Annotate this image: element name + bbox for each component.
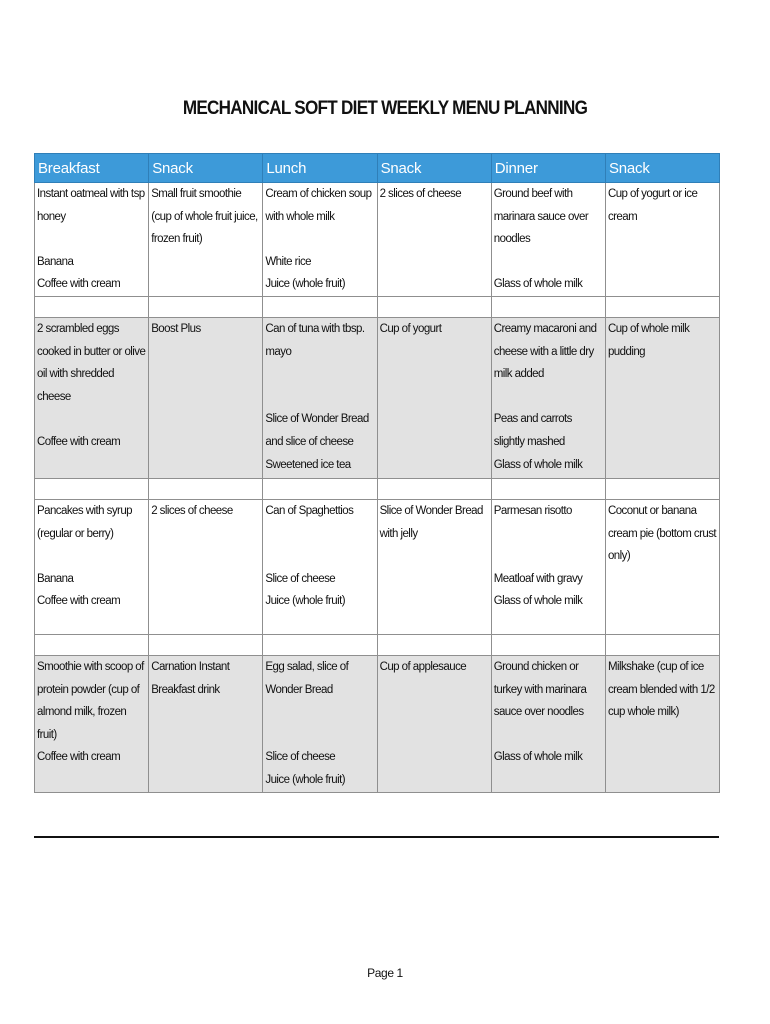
cell-snack: Cup of yogurt [377, 317, 491, 478]
table-row [35, 655, 720, 792]
cell-dinner: Ground beef with marinara sauce over noodles Glass of whole milk [491, 183, 605, 297]
spacer-cell [491, 478, 605, 499]
header-snack-1: Snack [149, 154, 263, 183]
spacer-cell [263, 478, 377, 499]
cell-snack: Carnation Instant Breakfast drink [149, 655, 263, 792]
table-row [35, 499, 720, 634]
cell-snack: Slice of Wonder Bread with jelly [377, 499, 491, 634]
cell-snack: Cup of whole milk pudding [605, 317, 719, 478]
header-snack-3: Snack [605, 154, 719, 183]
spacer-cell [377, 634, 491, 655]
spacer-cell [149, 478, 263, 499]
cell-lunch: Egg salad, slice of Wonder Bread Slice of cheese Juice (whole fruit) [263, 655, 377, 792]
footer-rule [34, 836, 719, 838]
header-row [35, 154, 720, 183]
cell-snack: Milkshake (cup of ice cream blended with 1/2 cup whole milk) [605, 655, 719, 792]
cell-snack: 2 slices of cheese [149, 499, 263, 634]
spacer-cell [377, 478, 491, 499]
header-snack-2: Snack [377, 154, 491, 183]
page-number: Page 1 [367, 966, 403, 980]
spacer-row [35, 634, 720, 655]
table-row [35, 317, 720, 478]
spacer-cell [263, 296, 377, 317]
spacer-cell [491, 296, 605, 317]
page-title: MECHANICAL SOFT DIET WEEKLY MENU PLANNING [182, 98, 588, 119]
spacer-cell [377, 296, 491, 317]
spacer-cell [491, 634, 605, 655]
table-row [35, 183, 720, 297]
cell-breakfast: Instant oatmeal with tsp honey Banana Coffee with cream [35, 183, 149, 297]
header-lunch: Lunch [263, 154, 377, 183]
cell-snack: Boost Plus [149, 317, 263, 478]
cell-breakfast: Pancakes with syrup (regular or berry) Banana Coffee with cream [35, 499, 149, 634]
cell-snack: Small fruit smoothie (cup of whole fruit juice, frozen fruit) [149, 183, 263, 297]
cell-snack: 2 slices of cheese [377, 183, 491, 297]
cell-snack: Cup of applesauce [377, 655, 491, 792]
cell-lunch: Can of tuna with tbsp. mayo Slice of Wonder Bread and slice of cheese Sweetened ice tea [263, 317, 377, 478]
cell-dinner: Creamy macaroni and cheese with a little dry milk added Peas and carrots slightly mashed Glass of whole milk [491, 317, 605, 478]
spacer-cell [149, 296, 263, 317]
spacer-cell [605, 296, 719, 317]
cell-dinner: Parmesan risotto Meatloaf with gravy Glass of whole milk [491, 499, 605, 634]
spacer-cell [149, 634, 263, 655]
cell-snack: Cup of yogurt or ice cream [605, 183, 719, 297]
spacer-row [35, 478, 720, 499]
cell-lunch: Can of Spaghettios Slice of cheese Juice (whole fruit) [263, 499, 377, 634]
spacer-cell [35, 478, 149, 499]
spacer-cell [605, 634, 719, 655]
spacer-cell [605, 478, 719, 499]
cell-snack: Coconut or banana cream pie (bottom crust only) [605, 499, 719, 634]
header-dinner: Dinner [491, 154, 605, 183]
spacer-cell [263, 634, 377, 655]
cell-breakfast: Smoothie with scoop of protein powder (cup of almond milk, frozen fruit) Coffee with cream [35, 655, 149, 792]
cell-breakfast: 2 scrambled eggs cooked in butter or olive oil with shredded cheese Coffee with cream [35, 317, 149, 478]
spacer-cell [35, 634, 149, 655]
header-breakfast: Breakfast [35, 154, 149, 183]
spacer-cell [35, 296, 149, 317]
spacer-row [35, 296, 720, 317]
cell-dinner: Ground chicken or turkey with marinara sauce over noodles Glass of whole milk [491, 655, 605, 792]
cell-lunch: Cream of chicken soup with whole milk White rice Juice (whole fruit) [263, 183, 377, 297]
weekly-menu-table [34, 153, 720, 793]
